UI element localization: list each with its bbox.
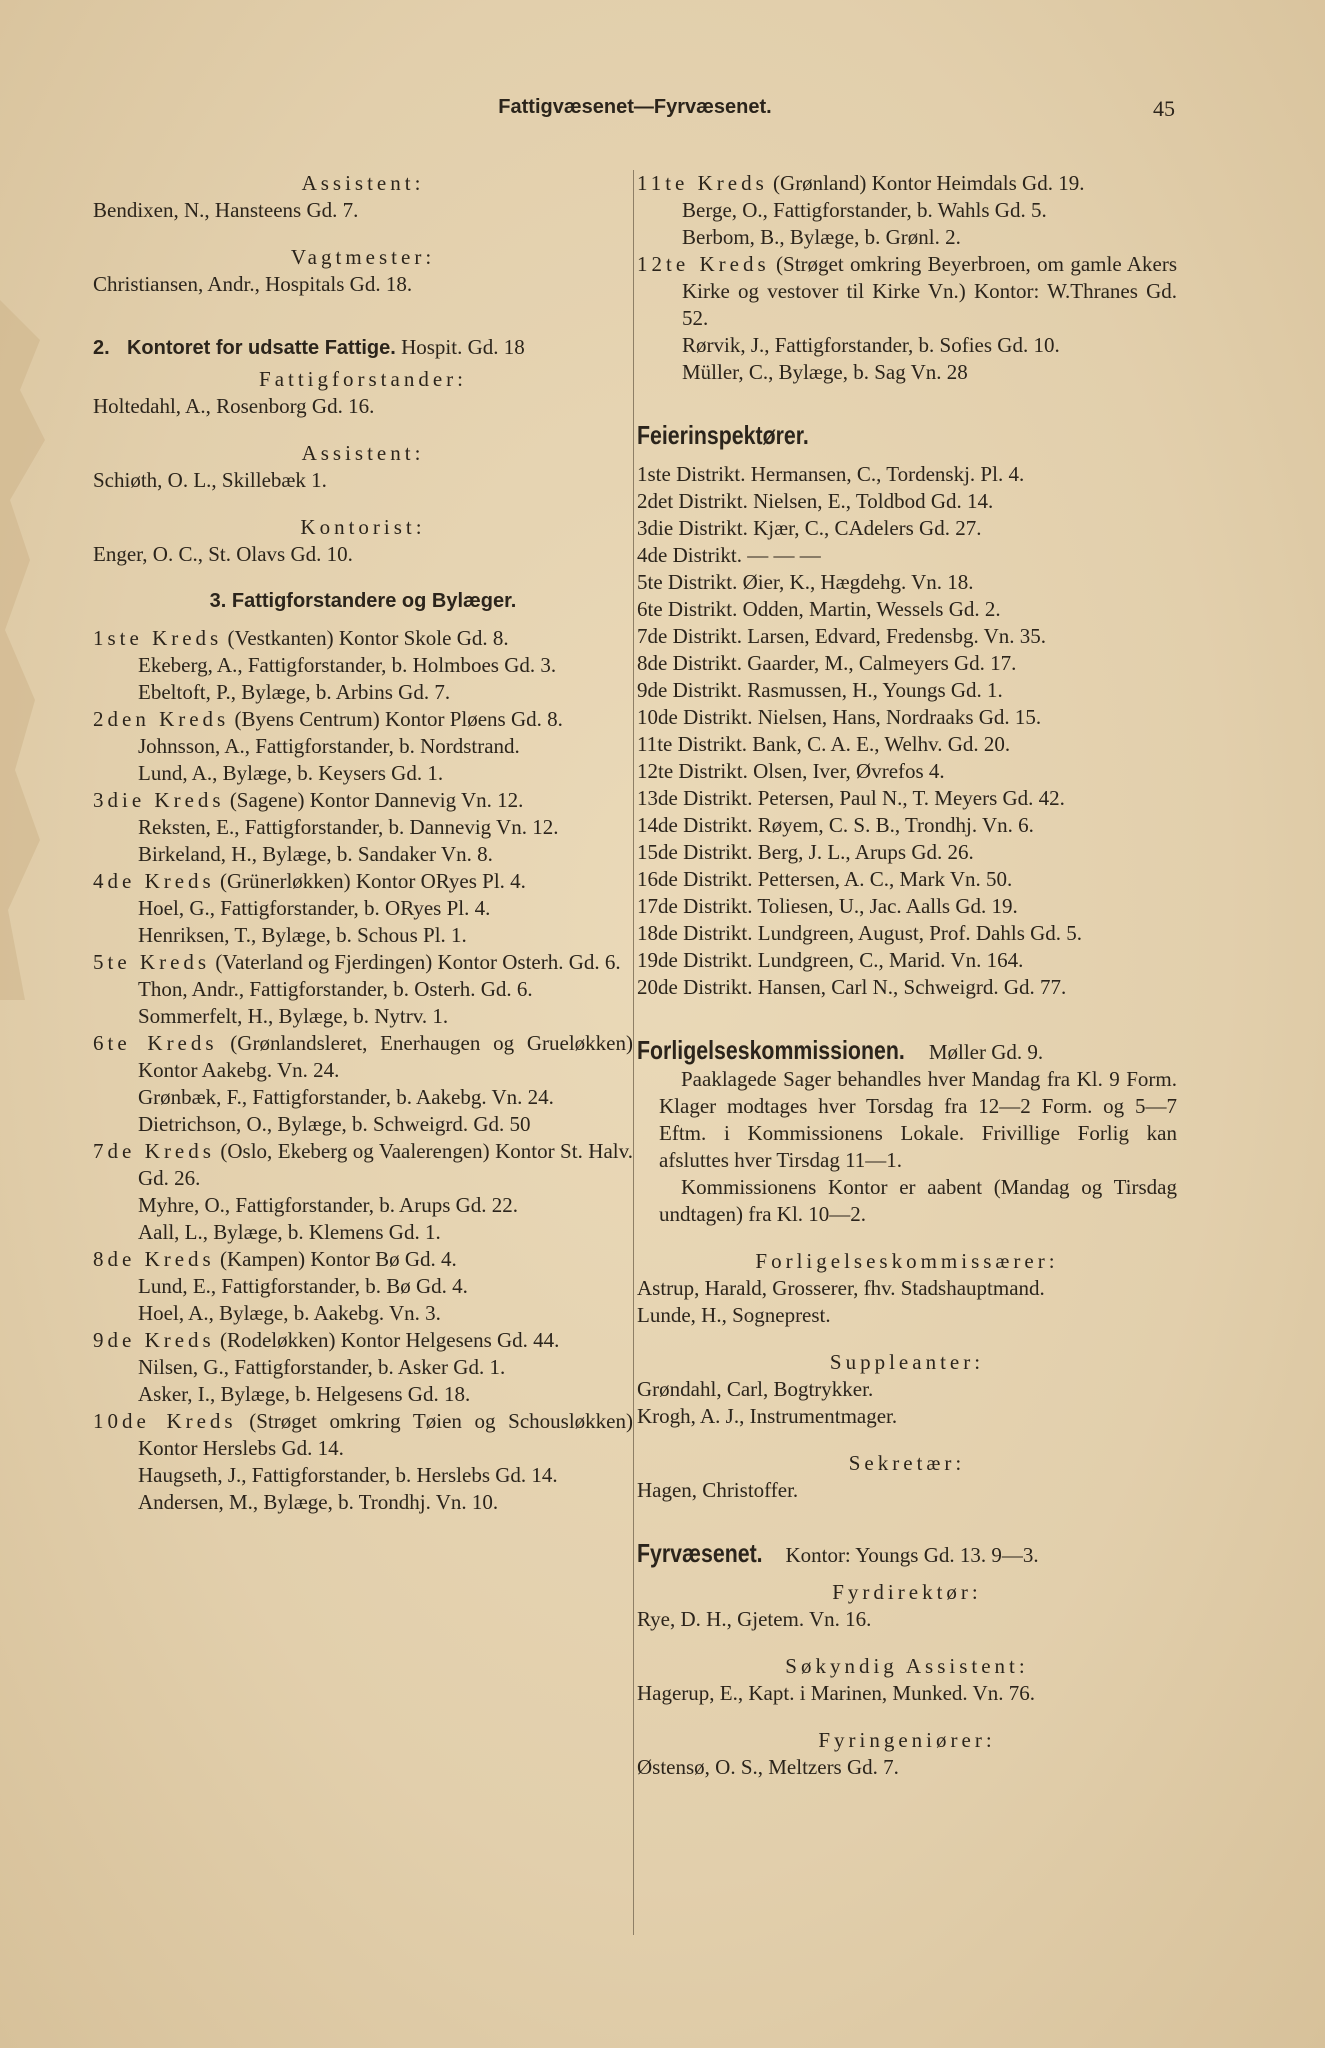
entry: Christiansen, Andr., Hospitals Gd. 18. <box>93 272 413 296</box>
section-heading: Søkyndig Assistent: <box>785 1654 1029 1678</box>
entry: Schiøth, O. L., Skillebæk 1. <box>93 468 327 492</box>
kreds-header <box>93 706 633 733</box>
kreds-office: (Byens Centrum) Kontor Pløens Gd. 8. <box>229 707 563 731</box>
kreds-person: Johnsson, A., Fattigforstander, b. Nordstrand. <box>138 734 520 758</box>
kreds-header <box>637 170 1177 197</box>
feier-entry: 18de Distrikt. Lundgreen, August, Prof. Dahls Gd. 5. <box>637 921 1083 945</box>
entry: Grøndahl, Carl, Bogtrykker. <box>637 1377 874 1401</box>
feier-entry: 5te Distrikt. Øier, K., Hægdehg. Vn. 18. <box>637 570 974 594</box>
section-2-title: 2. Kontoret for udsatte Fattige. Hospit. Gd. 18 <box>93 335 525 359</box>
section-heading: Suppleanter: <box>829 1350 985 1374</box>
kreds-header <box>93 1327 633 1354</box>
section-heading: Fattigforstander: <box>259 367 467 391</box>
feier-entry: 14de Distrikt. Røyem, C. S. B., Trondhj. Vn. 6. <box>637 813 1034 837</box>
kreds-person: Müller, C., Bylæge, b. Sag Vn. 28 <box>682 360 968 384</box>
section-heading: Forligelseskommissærer: <box>755 1249 1059 1273</box>
kreds-name: 2den Kreds <box>93 707 230 731</box>
feier-entry: 4de Distrikt. — — — <box>637 543 821 567</box>
kreds-person: Berge, O., Fattigforstander, b. Wahls Gd. 5. <box>682 198 1047 222</box>
feier-entry: 7de Distrikt. Larsen, Edvard, Fredensbg. Vn. 35. <box>637 624 1047 648</box>
kreds-office: (Grønland) Kontor Heimdals Gd. 19. <box>767 171 1085 195</box>
kreds-name: 5te Kreds <box>93 950 211 974</box>
section-heading: Assistent: <box>301 171 425 195</box>
kreds-header <box>93 949 633 976</box>
kreds-person: Berbom, B., Bylæge, b. Grønl. 2. <box>682 225 961 249</box>
feier-entry: 17de Distrikt. Toliesen, U., Jac. Aalls Gd. 19. <box>637 894 1018 918</box>
kreds-header <box>93 1030 633 1084</box>
kreds-person: Ebeltoft, P., Bylæge, b. Arbins Gd. 7. <box>138 680 451 704</box>
feier-entry: 2det Distrikt. Nielsen, E., Toldbod Gd. 14. <box>637 489 994 513</box>
section-heading: Fyrdirektør: <box>832 1580 982 1604</box>
entry: Bendixen, N., Hansteens Gd. 7. <box>93 198 359 222</box>
feier-entry: 16de Distrikt. Pettersen, A. C., Mark Vn. 50. <box>637 867 1013 891</box>
kreds-list <box>637 170 1177 386</box>
paragraph: Kommissionens Kontor er aabent (Mandag og Tirsdag undtagen) fra Kl. 10—2. <box>659 1175 1177 1226</box>
kreds-header <box>93 868 633 895</box>
kreds-person: Dietrichson, O., Bylæge, b. Schweigrd. Gd. 50 <box>138 1112 531 1136</box>
kreds-office: (Oslo, Ekeberg og Vaalerengen) Kontor St. Halv. Gd. 26. <box>138 1139 633 1190</box>
kreds-office: (Kampen) Kontor Bø Gd. 4. <box>214 1247 457 1271</box>
kreds-name: 3die Kreds <box>93 788 225 812</box>
kreds-office: (Strøget omkring Tøien og Schousløkken) Kontor Herslebs Gd. 14. <box>138 1409 633 1460</box>
entry: Østensø, O. S., Meltzers Gd. 7. <box>637 1755 899 1779</box>
feier-entry: 9de Distrikt. Rasmussen, H., Youngs Gd. 1. <box>637 678 1003 702</box>
kreds-person: Reksten, E., Fattigforstander, b. Dannevig Vn. 12. <box>138 815 559 839</box>
kreds-person: Thon, Andr., Fattigforstander, b. Osterh. Gd. 6. <box>138 977 533 1001</box>
feier-entry: 19de Distrikt. Lundgreen, C., Marid. Vn. 164. <box>637 948 1024 972</box>
section-3-title: 3. Fattigforstandere og Bylæger. <box>209 590 517 612</box>
section-heading: Kontorist: <box>300 515 426 539</box>
kreds-person: Henriksen, T., Bylæge, b. Schous Pl. 1. <box>138 923 467 947</box>
feier-entry: 12te Distrikt. Olsen, Iver, Øvrefos 4. <box>637 759 945 783</box>
entry: Holtedahl, A., Rosenborg Gd. 16. <box>93 394 375 418</box>
page-number: 45 <box>1153 96 1175 121</box>
entry: Hagerup, E., Kapt. i Marinen, Munked. Vn. 76. <box>637 1681 1035 1705</box>
kreds-header <box>93 787 633 814</box>
kreds-person: Hoel, A., Bylæge, b. Aakebg. Vn. 3. <box>138 1301 441 1325</box>
kreds-header <box>93 625 633 652</box>
feier-entry: 10de Distrikt. Nielsen, Hans, Nordraaks Gd. 15. <box>637 705 1042 729</box>
kreds-office: (Vestkanten) Kontor Skole Gd. 8. <box>222 626 509 650</box>
kreds-header <box>93 1138 633 1192</box>
kreds-office: (Sagene) Kontor Dannevig Vn. 12. <box>224 788 524 812</box>
kreds-person: Sommerfelt, H., Bylæge, b. Nytrv. 1. <box>138 1004 449 1028</box>
entry: Enger, O. C., St. Olavs Gd. 10. <box>93 542 353 566</box>
kreds-header <box>93 1246 633 1273</box>
kreds-person: Andersen, M., Bylæge, b. Trondhj. Vn. 10. <box>138 1490 499 1514</box>
kreds-name: 1ste Kreds <box>93 626 223 650</box>
kreds-office: (Grønlandsleret, Enerhaugen og Grueløkken) Kontor Aakebg. Vn. 24. <box>138 1031 633 1082</box>
entry: Hagen, Christoffer. <box>637 1478 799 1502</box>
feier-heading: Feierinspektører. <box>637 420 809 450</box>
kreds-name: 7de Kreds <box>93 1139 215 1163</box>
feier-list <box>637 461 1177 1001</box>
feier-entry: 20de Distrikt. Hansen, Carl N., Schweigrd. Gd. 77. <box>637 975 1067 999</box>
entry: Astrup, Harald, Grosserer, fhv. Stadshauptmand. <box>637 1276 1045 1300</box>
feier-entry: 13de Distrikt. Petersen, Paul N., T. Meyers Gd. 42. <box>637 786 1065 810</box>
entry: Rye, D. H., Gjetem. Vn. 16. <box>637 1607 872 1631</box>
kreds-list <box>93 625 633 1516</box>
kreds-office: (Grünerløkken) Kontor ORyes Pl. 4. <box>214 869 526 893</box>
paragraph: Paaklagede Sager behandles hver Mandag fra Kl. 9 Form. Klager modtages hver Torsdag fra 12—2 Form. og 5—7 Eftm. i Kommissionens Lokale. Frivillige Forlig kan afsluttes hver Tirsdag 11—1. <box>659 1067 1177 1172</box>
kreds-name: 12te Kreds <box>637 252 770 276</box>
kreds-office: (Rodeløkken) Kontor Helgesens Gd. 44. <box>214 1328 560 1352</box>
kreds-person: Lund, A., Bylæge, b. Keysers Gd. 1. <box>138 761 444 785</box>
kreds-person: Hoel, G., Fattigforstander, b. ORyes Pl. 4. <box>138 896 491 920</box>
feier-entry: 15de Distrikt. Berg, J. L., Arups Gd. 26. <box>637 840 974 864</box>
section-heading: Vagtmester: <box>290 245 436 269</box>
section-heading: Assistent: <box>301 441 425 465</box>
section-heading: Sekretær: <box>848 1451 966 1475</box>
kreds-name: 10de Kreds <box>93 1409 237 1433</box>
entry: Krogh, A. J., Instrumentmager. <box>637 1404 898 1428</box>
forlig-heading: Forligelseskommissionen. Møller Gd. 9. <box>637 1035 1044 1065</box>
page-header <box>95 96 1175 132</box>
kreds-person: Lund, E., Fattigforstander, b. Bø Gd. 4. <box>138 1274 468 1298</box>
right-column <box>637 170 1177 1781</box>
feier-entry: 8de Distrikt. Gaarder, M., Calmeyers Gd. 17. <box>637 651 1017 675</box>
kreds-person: Birkeland, H., Bylæge, b. Sandaker Vn. 8. <box>138 842 493 866</box>
kreds-name: 6te Kreds <box>93 1031 218 1055</box>
feier-entry: 1ste Distrikt. Hermansen, C., Tordenskj. Pl. 4. <box>637 462 1025 486</box>
kreds-person: Haugseth, J., Fattigforstander, b. Herslebs Gd. 14. <box>138 1463 558 1487</box>
kreds-person: Ekeberg, A., Fattigforstander, b. Holmboes Gd. 3. <box>138 653 557 677</box>
kreds-name: 9de Kreds <box>93 1328 215 1352</box>
kreds-office: (Vaterland og Fjerdingen) Kontor Osterh. Gd. 6. <box>210 950 621 974</box>
feier-entry: 3die Distrikt. Kjær, C., CAdelers Gd. 27. <box>637 516 982 540</box>
section-heading: Fyringeniører: <box>818 1728 996 1752</box>
kreds-header <box>637 251 1177 332</box>
kreds-person: Asker, I., Bylæge, b. Helgesens Gd. 18. <box>138 1382 471 1406</box>
kreds-person: Nilsen, G., Fattigforstander, b. Asker Gd. 1. <box>138 1355 506 1379</box>
kreds-name: 8de Kreds <box>93 1247 215 1271</box>
running-title: Fattigvæsenet—Fyrvæsenet. <box>498 96 772 118</box>
kreds-person: Grønbæk, F., Fattigforstander, b. Aakebg. Vn. 24. <box>138 1085 554 1109</box>
kreds-name: 11te Kreds <box>637 171 768 195</box>
feier-entry: 6te Distrikt. Odden, Martin, Wessels Gd. 2. <box>637 597 1001 621</box>
torn-edge <box>0 300 70 1000</box>
kreds-person: Myhre, O., Fattigforstander, b. Arups Gd. 22. <box>138 1193 519 1217</box>
left-column <box>93 170 633 1516</box>
kreds-header <box>93 1408 633 1462</box>
kreds-office: (Strøget omkring Beyerbroen, om gamle Akers Kirke og vestover til Kirke Vn.) Kontor: W.Thranes Gd. 52. <box>682 252 1177 330</box>
kreds-name: 4de Kreds <box>93 869 215 893</box>
kreds-person: Rørvik, J., Fattigforstander, b. Sofies Gd. 10. <box>682 333 1060 357</box>
entry: Lunde, H., Sogneprest. <box>637 1303 831 1327</box>
feier-entry: 11te Distrikt. Bank, C. A. E., Welhv. Gd. 20. <box>637 732 1011 756</box>
kreds-person: Aall, L., Bylæge, b. Klemens Gd. 1. <box>138 1220 441 1244</box>
fyr-heading: Fyrvæsenet. Kontor: Youngs Gd. 13. 9—3. <box>637 1538 1039 1568</box>
column-divider <box>633 170 634 1935</box>
